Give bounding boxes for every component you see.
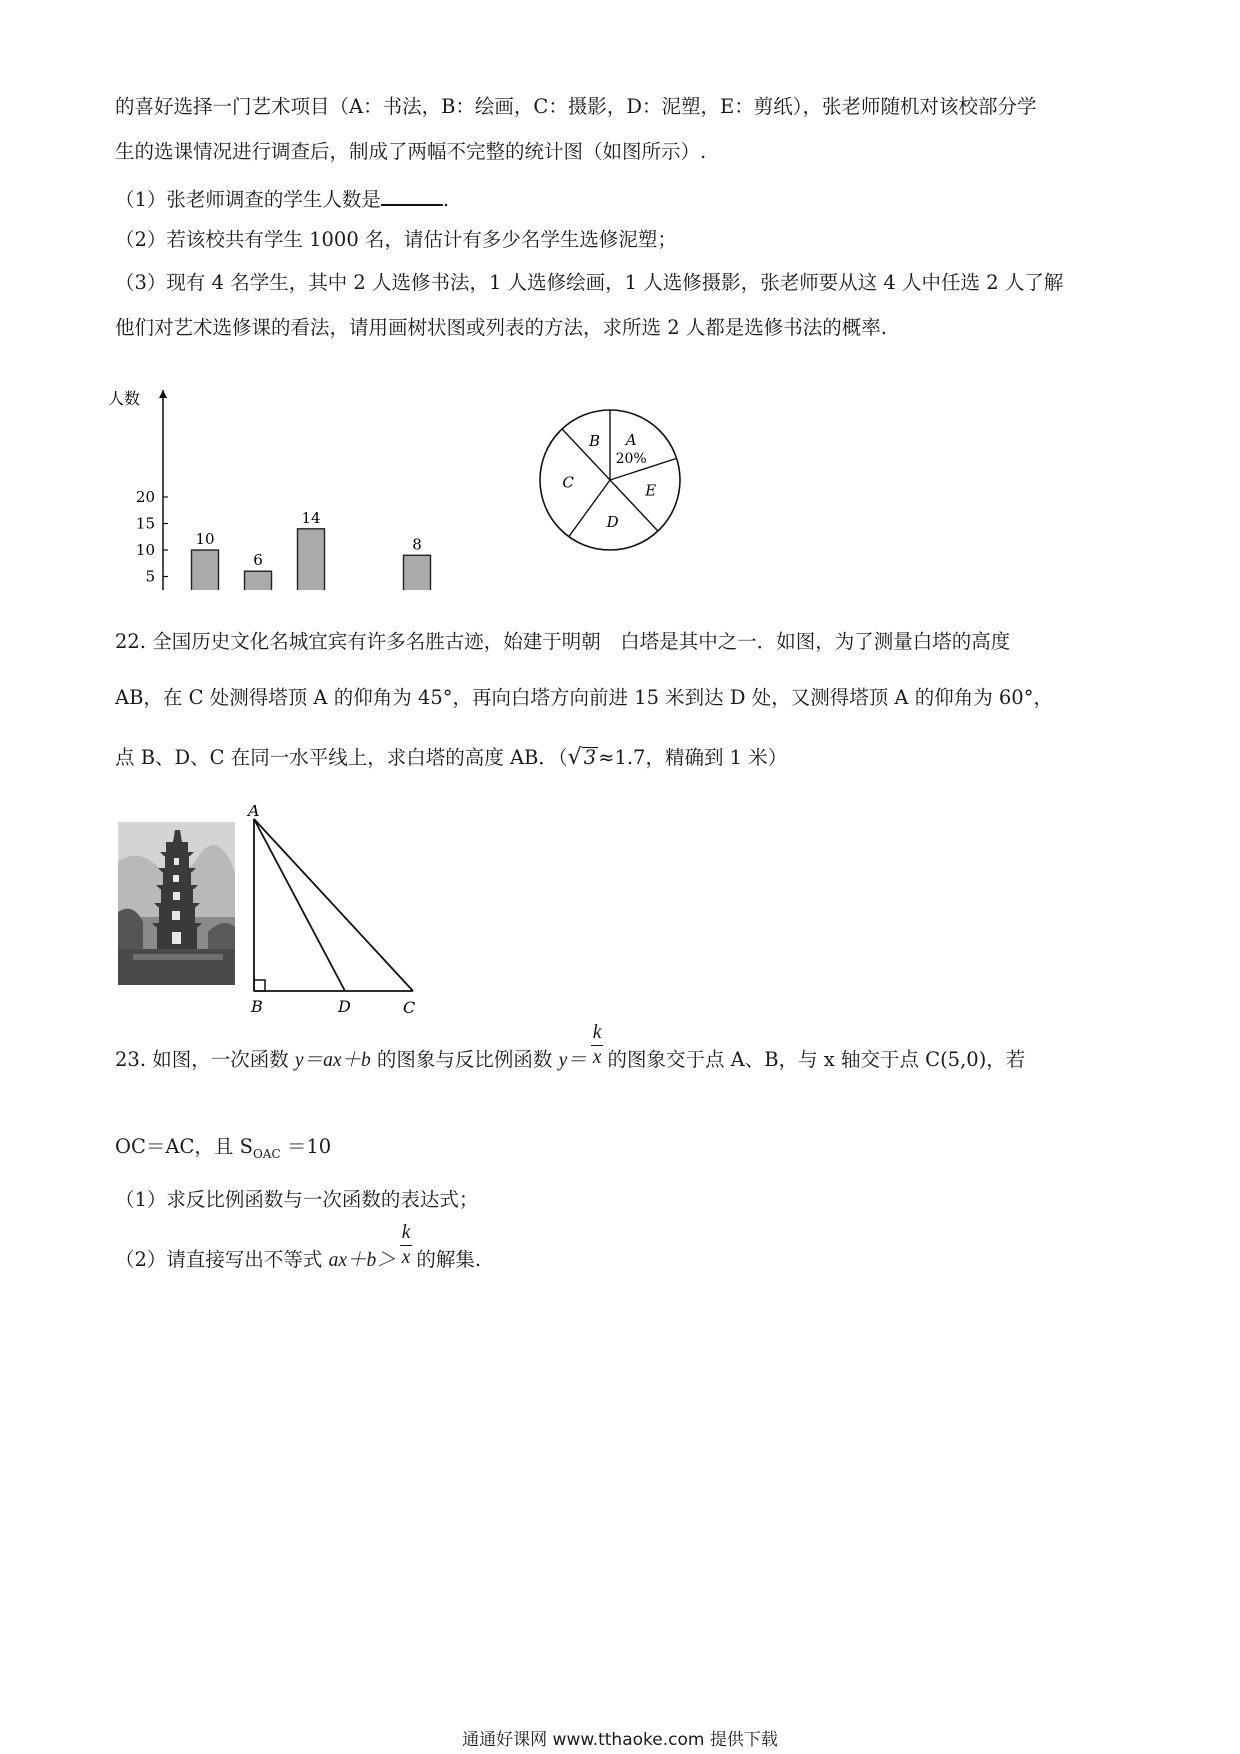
bar: [245, 571, 272, 590]
q22-line2: AB，在 C 处测得塔顶 A 的仰角为 45°，再向白塔方向前进 15 米到达 D 处，又测得塔顶 A 的仰角为 60°，: [115, 686, 1053, 709]
area-subscript: OAC: [252, 1146, 281, 1161]
pie-slice-percent: 20%: [615, 450, 647, 467]
fraction-denominator: x: [592, 1047, 602, 1068]
sqrt-arg: 3: [583, 746, 597, 769]
triangle-figure: [238, 805, 428, 1020]
page-footer: 通通好课网 www.tthaoke.com 提供下载: [462, 1730, 778, 1750]
pie-slice-label: D: [606, 512, 619, 531]
y-tick-label: 5: [145, 567, 155, 586]
q23-line1-c: 的图象交于点 A、B，与 x 轴交于点 C(5,0)，若: [607, 1048, 1026, 1071]
pie-slice-edge: [569, 480, 610, 537]
q23-sub1: （1）求反比例函数与一次函数的表达式；: [115, 1188, 479, 1211]
q21-sub3-line1: （3）现有 4 名学生，其中 2 人选修书法，1 人选修绘画，1 人选修摄影，张老师要从这 4 人中任选 2 人了解: [115, 271, 1064, 294]
fraction-numerator-2: k: [400, 1221, 413, 1246]
y-tick-label: 15: [135, 514, 155, 533]
q22-line1: 22. 全国历史文化名城宜宾有许多名胜古迹，始建于明朝 白塔是其中之一．如图，为了测量白塔的高度: [115, 630, 1011, 653]
bar-data-label: 8: [412, 535, 422, 554]
q23-line2-end: ＝10: [280, 1135, 332, 1158]
fraction-k-over-x: [591, 1021, 604, 1071]
label-C: C: [403, 998, 416, 1017]
bar: [404, 555, 431, 590]
pie-slice-label: A: [625, 430, 637, 449]
y-axis-label: 人数: [108, 390, 141, 408]
y-tick-label: 20: [135, 488, 155, 506]
bar-data-label: 10: [195, 530, 215, 548]
q23-sub2: [115, 1221, 482, 1271]
pagoda-photo: [118, 822, 235, 985]
fraction-k-over-x-2: [400, 1221, 413, 1271]
q23-sub2-text: （2）请直接写出不等式: [115, 1248, 329, 1271]
fraction-numerator: k: [591, 1021, 604, 1046]
inverse-function-lhs: y＝: [558, 1050, 587, 1071]
q23-line1: [115, 1021, 1026, 1071]
q23-line1-b: 的图象与反比例函数: [370, 1048, 559, 1071]
q21-sub1-end: .: [442, 188, 450, 211]
bar: [192, 550, 219, 590]
label-B: B: [251, 997, 263, 1016]
q21-sub3-line2: 他们对艺术选修课的看法，请用画树状图或列表的方法，求所选 2 人都是选修书法的概率.: [115, 316, 888, 339]
label-A: A: [248, 805, 260, 820]
q23-line2-text: OC＝AC，且 S: [115, 1135, 253, 1158]
q21-sub1-text: （1）张老师调查的学生人数是: [115, 188, 381, 211]
q23-line2: [115, 1137, 331, 1160]
q21-intro-line2: 生的选课情况进行调查后，制成了两幅不完整的统计图（如图所示）.: [115, 140, 707, 163]
q23-sub2-end: 的解集.: [416, 1248, 482, 1271]
linear-function: y＝ax＋b: [294, 1050, 371, 1071]
pie-slice-label: B: [589, 431, 601, 450]
q23-line1-a: 23. 如图，一次函数: [115, 1048, 295, 1071]
q22-line3: 点 B、D、C 在同一水平线上，求白塔的高度 AB．（√ 3 ≈1.7，精确到 1 米）: [115, 745, 788, 770]
q21-sub2: （2）若该校共有学生 1000 名，请估计有多少名学生选修泥塑；: [115, 228, 677, 251]
label-D: D: [338, 997, 351, 1016]
fraction-denominator-2: x: [401, 1247, 411, 1268]
pie-slice-edge: [562, 429, 610, 480]
q22-line3-text: 点 B、D、C 在同一水平线上，求白塔的高度 AB．（: [115, 746, 568, 769]
bar-data-label: 14: [301, 508, 321, 527]
answer-blank: [381, 187, 443, 206]
pie-slice-label: E: [645, 481, 657, 500]
pie-slice-label: C: [562, 473, 574, 492]
q21-intro-line1: 的喜好选择一门艺术项目（A：书法，B：绘画，C：摄影，D：泥塑，E：剪纸），张老师随机对该校部分学: [115, 95, 1037, 118]
inequality-lhs: ax＋b＞: [328, 1250, 396, 1271]
bar: [298, 529, 325, 590]
y-axis-arrow: [159, 390, 167, 398]
pie-chart: [535, 405, 685, 555]
q22-line3-end: ≈1.7，精确到 1 米）: [598, 746, 788, 769]
bar-chart: [108, 390, 528, 590]
y-tick-label: 10: [135, 541, 155, 559]
q21-sub1: [115, 187, 449, 210]
bar-data-label: 6: [253, 551, 263, 570]
